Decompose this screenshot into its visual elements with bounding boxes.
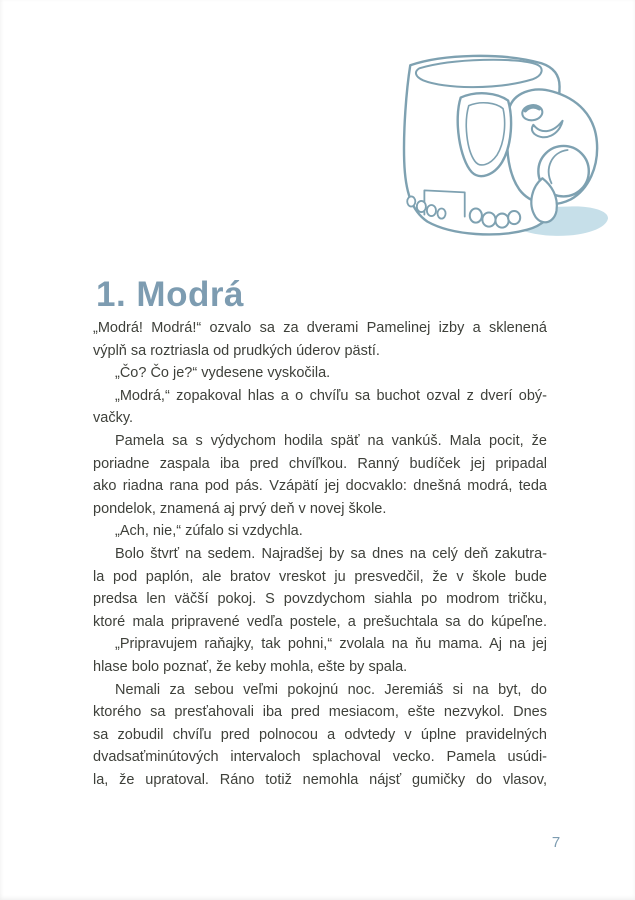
text-block: [93, 317, 547, 791]
elephant-mug-illustration: [380, 48, 612, 250]
text-line: la pod paplón, ale bratov vreskot ju presvedčil, že v škole bude: [93, 568, 547, 585]
text-line: Nemali za sebou veľmi pokojnú noc. Jeremiáš si na byt, do: [115, 681, 547, 698]
text-line: „Pripravujem raňajky, tak pohni,“ zvolala na ňu mama. Aj na jej: [115, 636, 547, 653]
text-line: pondelok, znamená aj prvý deň v novej škole.: [93, 500, 387, 517]
text-line: la, že upratoval. Ráno totiž nemohla nájsť gumičky do vlasov,: [93, 771, 547, 788]
text-line: ako riadna rana pod pás. Vzápätí jej docvaklo: dnešná modrá, teda: [93, 478, 547, 495]
text-line: „Ach, nie,“ zúfalo si vzdychla.: [115, 523, 303, 540]
text-line: Pamela sa s výdychom hodila späť na vankúš. Mala pocit, že: [115, 432, 547, 449]
elephant-mug-sketch-svg: [380, 48, 612, 250]
text-line: „Modrá,“ zopakoval hlas a o chvíľu sa buchot ozval z dverí obý-: [115, 387, 547, 404]
text-line: dvadsaťminútových intervaloch splachoval vecko. Pamela usúdi-: [93, 749, 547, 766]
text-line: predsa len väčší pokoj. S povzdychom siahla po modrom tričku,: [93, 591, 547, 608]
chapter-heading: 1. Modrá: [96, 275, 244, 315]
text-line: sa zobudil chvíľu pred polnocou a odvtedy v úplne pravidelných: [93, 726, 547, 743]
text-line: poriadne zaspala iba pred chvíľkou. Ranný budíček jej pripadal: [93, 455, 547, 472]
text-line: ktoré mala pripravené vedľa postele, a prešuchtala sa do kúpeľne.: [93, 613, 547, 630]
text-line: Bolo štvrť na sedem. Najradšej by sa dnes na celý deň zakutra-: [115, 545, 547, 562]
text-line: „Modrá! Modrá!“ ozvalo sa za dverami Pamelinej izby a sklenená: [93, 320, 547, 336]
text-line: vačky.: [93, 410, 134, 427]
text-line: hlase bolo poznať, že keby mohla, ešte by spala.: [93, 658, 408, 675]
text-line: ktorého sa presťahovali iba pred mesiacom, ešte nezvykol. Dnes: [93, 704, 547, 721]
page-number: 7: [551, 834, 561, 851]
text-line: „Čo? Čo je?“ vydesene vyskočila.: [115, 365, 331, 382]
text-line: výplň sa roztriasla od prudkých úderov pästí.: [93, 342, 380, 359]
